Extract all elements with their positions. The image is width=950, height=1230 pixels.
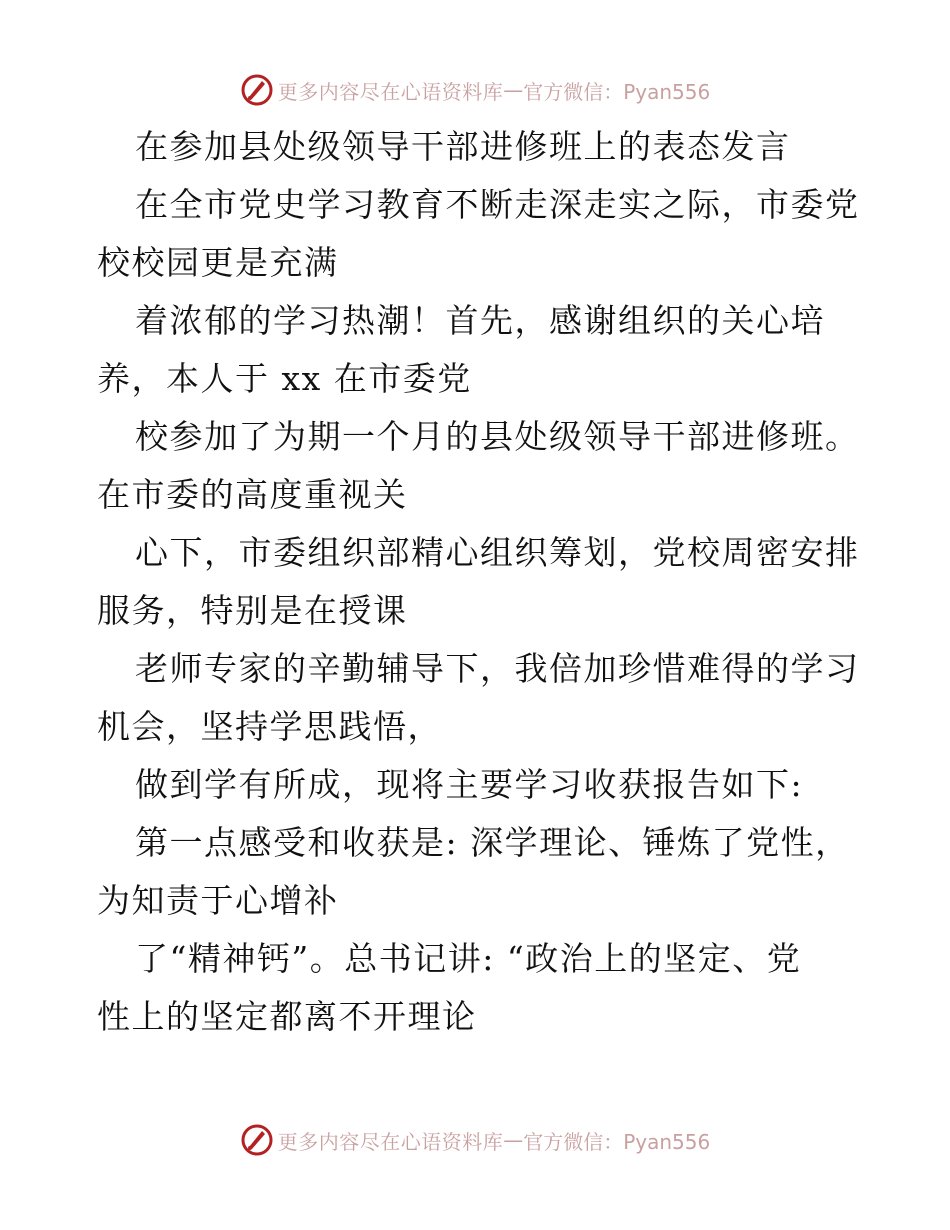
doc-line: 老师专家的辛勤辅导下，我倍加珍惜难得的学习 xyxy=(135,649,860,688)
logo-icon xyxy=(240,73,274,107)
doc-line: 在全市党史学习教育不断走深走实之际，市委党 xyxy=(135,185,860,224)
doc-line: 校校园更是充满 xyxy=(97,243,339,282)
banner-main-text: 更多内容尽在心语资料库 xyxy=(277,79,504,104)
doc-line: 第一点感受和收获是: 深学理论、锤炼了党性， xyxy=(135,823,850,862)
banner-separator: — xyxy=(503,1128,524,1152)
doc-line: 为知责于心增补 xyxy=(97,881,339,920)
doc-title: 在参加县处级领导干部进修班上的表态发言 xyxy=(135,127,791,166)
doc-line: 性上的坚定都离不开理论 xyxy=(97,997,477,1036)
logo-icon xyxy=(240,1123,274,1157)
footer-banner xyxy=(0,1120,950,1160)
doc-line: 心下，市委组织部精心组织筹划，党校周密安排 xyxy=(135,533,860,572)
doc-line: 着浓郁的学习热潮！首先，感谢组织的关心培 xyxy=(135,301,825,340)
banner-wechat-text: 官方微信：Pyan556 xyxy=(523,1129,711,1154)
banner-wechat-text: 官方微信：Pyan556 xyxy=(523,79,711,104)
doc-line: 机会，坚持学思践悟， xyxy=(97,707,442,746)
header-banner xyxy=(0,70,950,110)
doc-line: 在市委的高度重视关 xyxy=(97,475,408,514)
banner-separator: — xyxy=(503,78,524,102)
doc-line: 了“精神钙”。总书记讲: “政治上的坚定、党 xyxy=(135,939,802,978)
doc-line: 养，本人于 xx 在市委党 xyxy=(97,359,472,398)
doc-line: 做到学有所成，现将主要学习收获报告如下: xyxy=(135,765,804,804)
doc-line: 校参加了为期一个月的县处级领导干部进修班。 xyxy=(135,417,860,456)
banner-main-text: 更多内容尽在心语资料库 xyxy=(277,1129,504,1154)
doc-line: 服务，特别是在授课 xyxy=(97,591,408,630)
document-body xyxy=(0,118,950,1046)
